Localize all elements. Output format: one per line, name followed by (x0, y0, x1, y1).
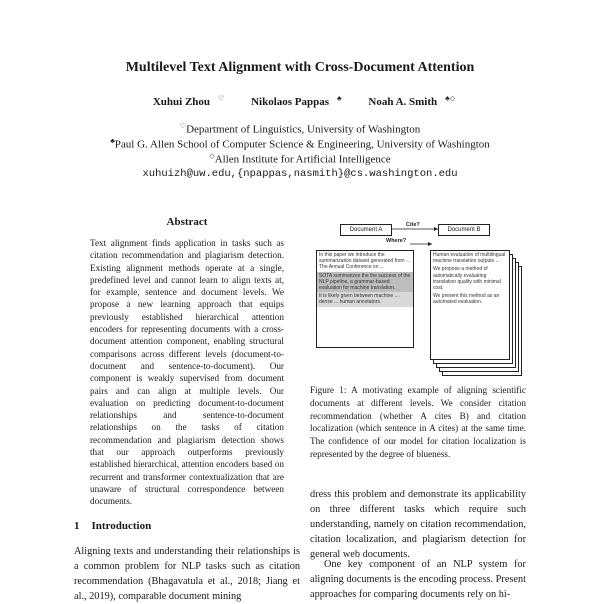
body-paragraph: One key component of an NLP system for aligning documents is the encoding process. Present approaches for comparing documents rely on hi- (310, 559, 526, 600)
section-number: 1 (74, 520, 80, 532)
affiliation: ◇Allen Institute for Artificial Intelligence (209, 152, 391, 166)
document-a-page (316, 250, 414, 348)
doc-b-paragraph: We propose a method of automatically evaluating translation quality with minimal cost. (433, 266, 501, 292)
document-a-label: Document A (340, 224, 392, 236)
author: Xuhui Zhou ♡ (152, 94, 225, 108)
body-paragraph: dress this problem and demonstrate its applicability on three different tasks which require such understanding, namely on citation recommendation, citation localization, and plagiarism detection for general web documents. (310, 489, 526, 560)
cite-label: Cite? (406, 222, 420, 228)
doc-a-paragraph-highlight: It is likely given between machine ... dense ... human annotators. (317, 292, 413, 306)
affiliation: ♡Department of Linguistics, University of Washington (179, 122, 421, 136)
where-arrowhead (428, 242, 432, 246)
email-address[interactable]: xuhuizh@uw.edu,{npappas,nasmith}@cs.washington.edu (142, 168, 458, 180)
figure-caption: Figure 1: A motivating example of aligning scientific documents at different levels. We consider citation recommendation (whether A cites B) and citation localization (which sentence in A cites) at the same time. The confidence of our model for citation localization is represented by the degree of blueness. (310, 385, 526, 459)
author: Noah A. Smith ♣◇ (368, 94, 456, 108)
section-title: Introduction (91, 520, 152, 532)
doc-b-paragraph: We present this method as an automated evaluation. (433, 293, 500, 306)
doc-a-paragraph-highlight: SOTA summarizes the the success of the NLP pipeline, a grammar-based evaluation for machine translation. (317, 272, 413, 293)
abstract-heading: Abstract (166, 216, 208, 228)
affiliation: ♣Paul G. Allen School of Computer Science & Engineering, University of Washington (110, 137, 490, 151)
doc-a-paragraph: In this paper we introduce the summarization dataset generated from ... The Annual Conference on ... (319, 252, 411, 271)
where-label: Where? (386, 238, 407, 244)
section-heading (74, 520, 300, 532)
intro-text: Aligning texts and understanding their relationships is a common problem for NLP tasks such as citation recommendation (Bhagavatula et al., 2018; Jiang et al., 2019), comparable document mining (74, 546, 300, 602)
abstract-text: Text alignment finds application in tasks such as citation recommendation and plagiarism detection. Existing alignment methods operate at a single, predefined level and cannot learn to align texts at, for example, sentence and document levels. We propose a new learning approach that equips previously established hierarchical attention encoders for representing documents with a cross-document attention component, enabling structural comparisons across different levels (document-to-document and sentence-to-document). Our component is weakly supervised from document pairs and can align at multiple levels. Our evaluation on predicting document-to-document relationships and sentence-to-document relationships on the tasks of citation recommendation and plagiarism detection shows that our approach outperforms previously established hierarchical, attention encoders based on recurrent and transformer contextualization that are unaware of structural correspondence between documents. (90, 238, 284, 507)
doc-b-paragraph: Human evaluation of multilingual machine translation outputs ... (433, 252, 506, 265)
document-b-label: Document B (438, 224, 490, 236)
paper-title: Multilevel Text Alignment with Cross-Document Attention (125, 60, 475, 75)
figure-1 (310, 222, 526, 382)
author: Nikolaos Pappas ♣ (251, 94, 342, 108)
document-b-page (430, 250, 510, 360)
author-list (0, 94, 600, 108)
